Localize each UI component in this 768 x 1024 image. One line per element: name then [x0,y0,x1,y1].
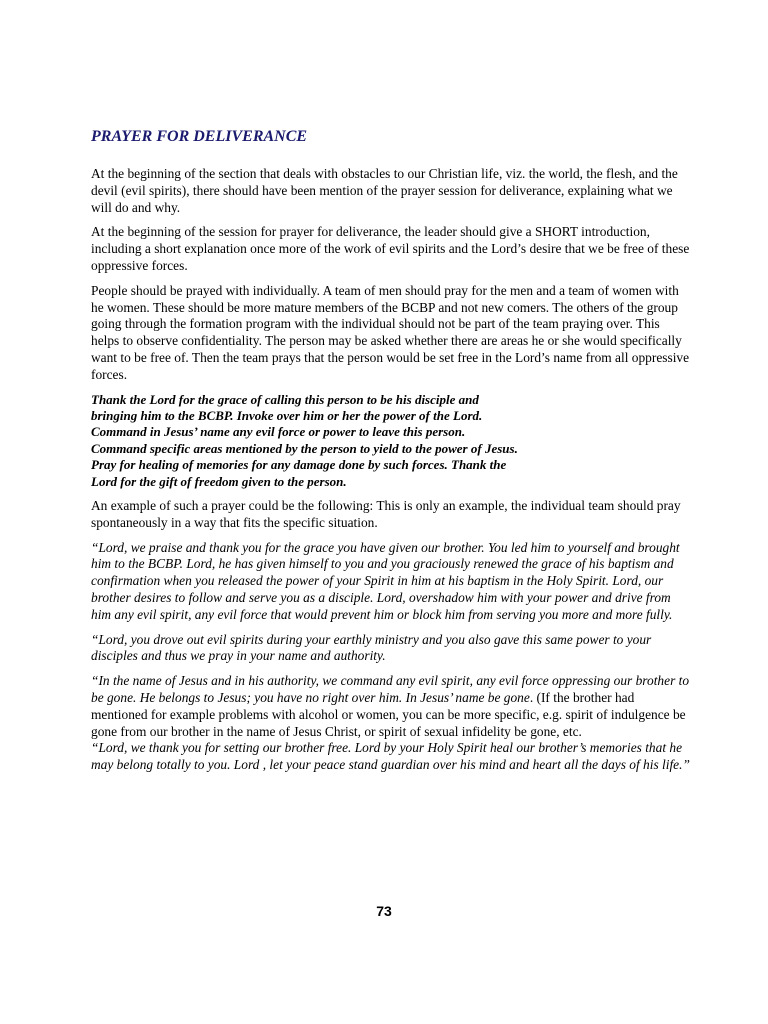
instruction-blockquote: Thank the Lord for the grace of calling this person to be his disciple and bringing him to the BCBP. Invoke over him or her the power of the Lord. Command in Jesus’ name any evil force or power to leave this person. Command specific areas mentioned by the person to yield to the power of Jesus. Pray for healing of memories for any damage done by such forces. Thank the Lord for the gift of freedom given to the person. [91,391,518,489]
section-heading: PRAYER FOR DELIVERANCE [91,128,308,145]
paragraph-intro: At the beginning of the section that deals with obstacles to our Christian life, viz. the world, the flesh, and the devil (evil spirits), there should have been mention of the prayer session for deliverance, explaining what we will do and why. [91,166,678,215]
prayer-quote-3-italic: “In the name of Jesus and in his authority, we command any evil spirit, any evil force oppressing our brother to be gone. He belongs to Jesus; you have no right over him. In Jesus’ name be gone [91,673,690,705]
paragraph-individual: People should be prayed with individually. A team of men should pray for the men and a team of women with he women. These should be more mature members of the BCBP and not new comers. The others of the group going through the formation program with the individual should not be part of the team praying over. This helps to observe confidentiality. The person may be asked whether there are areas he or she would specifically want to be free of. Then the team prays that the person would be set free in the Lord’s name from all oppressive forces. [91,282,690,382]
document-body [91,166,691,782]
prayer-quote-4: “Lord, we thank you for setting our brother free. Lord by your Holy Spirit heal our brother’s memories that he may belong totally to you. Lord , let your peace stand guardian over his mind and heart all the days of his life.” [91,740,690,773]
prayer-quote-3-note: . (If the brother had mentioned for example problems with alcohol or women, you can be more specific, e.g. spirit of indulgence be gone from our brother in the name of Jesus Christ, or spirit of sexual infidelity be gone, etc. [91,689,686,739]
paragraph-session: At the beginning of the session for prayer for deliverance, the leader should give a SHORT introduction, including a short explanation once more of the work of evil spirits and the Lord’s desire that we be free of these oppressive forces. [91,224,690,273]
prayer-quote-3 [91,673,691,740]
paragraph-example: An example of such a prayer could be the following: This is only an example, the individual team should pray spontaneously in a way that fits the specific situation. [91,498,681,530]
prayer-quote-1: “Lord, we praise and thank you for the grace you have given our brother. You led him to yourself and brought him to the BCBP. Lord, he has given himself to you and you graciously renewed the grace of his baptism and confirmation when you released the power of your Spirit in him at his baptism in the Holy Spirit. Lord, our brother desires to follow and serve you as a disciple. Lord, overshadow him with your power and drive from him any evil spirit, any evil force that would prevent him or block him from serving you more and more fully. [91,539,680,622]
prayer-quote-2: “Lord, you drove out evil spirits during your earthly ministry and you also gave this same power to your disciples and thus we pray in your name and authority. [91,631,652,664]
page-number: 73 [376,903,392,919]
